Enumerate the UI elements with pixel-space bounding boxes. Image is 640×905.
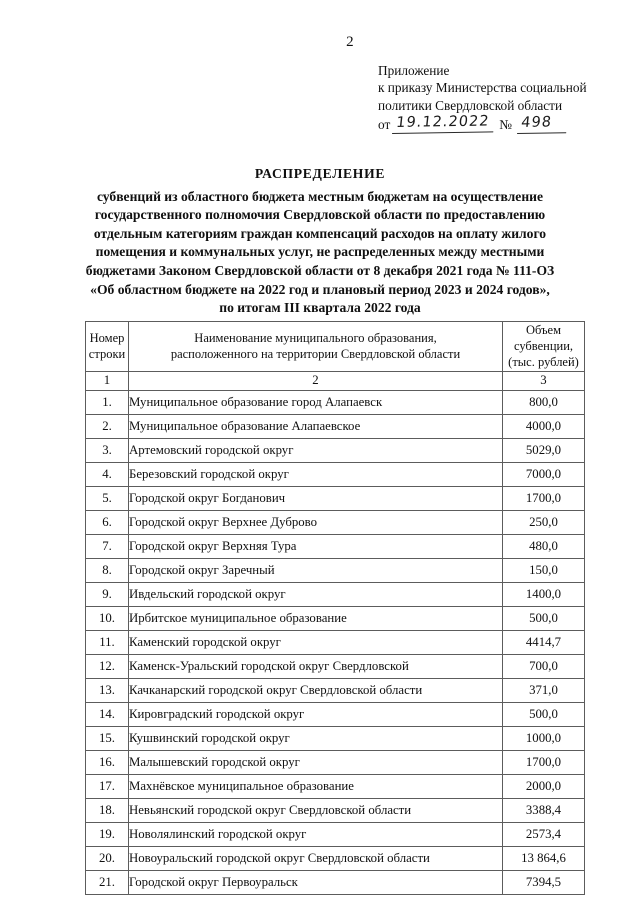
subvention-amount-cell: 371,0: [503, 678, 585, 702]
column-number: 2: [129, 371, 503, 390]
table-row: [86, 870, 585, 894]
number-label: №: [499, 117, 512, 133]
municipality-name-cell: Артемовский городской округ: [129, 438, 503, 462]
subvention-amount-cell: 2000,0: [503, 774, 585, 798]
subtitle-line: по итогам III квартала 2022 года: [219, 300, 421, 316]
subtitle-line: государственного полномочия Свердловской области по предоставлению: [94, 207, 546, 223]
subvention-amount-cell: 7394,5: [503, 870, 585, 894]
column-number: 3: [503, 371, 585, 390]
subvention-amount-cell: 7000,0: [503, 462, 585, 486]
subvention-amount-cell: 500,0: [503, 606, 585, 630]
subtitle-line: «Об областном бюджете на 2022 год и плановый период 2023 и 2024 годов»,: [90, 281, 550, 297]
row-number-cell: 19.: [86, 822, 129, 846]
municipality-name-cell: Березовский городской округ: [129, 462, 503, 486]
subvention-amount-cell: 1700,0: [503, 486, 585, 510]
subvention-amount-cell: 4000,0: [503, 414, 585, 438]
subvention-amount-cell: 4414,7: [503, 630, 585, 654]
subtitle-line: помещения и коммунальных услуг, не распределенных между местными: [95, 244, 545, 260]
table-row: [86, 438, 585, 462]
table-row: [86, 702, 585, 726]
municipality-name-cell: Муниципальное образование Алапаевское: [129, 414, 503, 438]
subvention-amount-cell: 800,0: [503, 390, 585, 414]
municipality-name-cell: Кушвинский городской округ: [129, 726, 503, 750]
subvention-amount-cell: 1700,0: [503, 750, 585, 774]
subvention-amount-cell: 700,0: [503, 654, 585, 678]
table-row: [86, 846, 585, 870]
municipality-name-cell: Невьянский городской округ Свердловской области: [129, 798, 503, 822]
municipality-name-cell: Городской округ Заречный: [129, 558, 503, 582]
table-row: [86, 630, 585, 654]
approval-date-number-line: [378, 115, 628, 134]
table-header: [86, 322, 585, 391]
municipality-name-cell: Махнёвское муниципальное образование: [129, 774, 503, 798]
approval-line-1: Приложение: [378, 63, 450, 78]
table-row: [86, 750, 585, 774]
municipality-name-cell: Городской округ Верхнее Дуброво: [129, 510, 503, 534]
table-header-row: [86, 322, 585, 372]
row-number-cell: 15.: [86, 726, 129, 750]
municipality-name-cell: Кировградский городской округ: [129, 702, 503, 726]
row-number-cell: 9.: [86, 582, 129, 606]
row-number-cell: 20.: [86, 846, 129, 870]
row-number-cell: 18.: [86, 798, 129, 822]
subvention-amount-cell: 13 864,6: [503, 846, 585, 870]
document-subtitle: [58, 188, 582, 318]
municipality-name-cell: Новоуральский городской округ Свердловской области: [129, 846, 503, 870]
municipality-name-cell: Городской округ Первоуральск: [129, 870, 503, 894]
municipality-name-cell: Каменск-Уральский городской округ Свердловской: [129, 654, 503, 678]
header-subvention-amount: [503, 322, 585, 372]
row-number-cell: 3.: [86, 438, 129, 462]
row-number-cell: 4.: [86, 462, 129, 486]
date-label: от: [378, 117, 391, 133]
row-number-cell: 11.: [86, 630, 129, 654]
header-municipality-line: Наименование муниципального образования,: [194, 331, 437, 346]
row-number-cell: 1.: [86, 390, 129, 414]
municipality-name-cell: Ивдельский городской округ: [129, 582, 503, 606]
subvention-amount-cell: 500,0: [503, 702, 585, 726]
municipality-name-cell: Каменский городской округ: [129, 630, 503, 654]
table-row: [86, 726, 585, 750]
table-column-number-row: [86, 371, 585, 390]
header-subvention-line: субвенции,: [513, 339, 574, 354]
subvention-amount-cell: 480,0: [503, 534, 585, 558]
handwritten-order-number: 498: [517, 114, 568, 134]
table-row: [86, 414, 585, 438]
header-row-number-line: Номер: [89, 331, 125, 346]
table-row: [86, 558, 585, 582]
document-title-block: [58, 165, 582, 318]
municipality-name-cell: Качканарский городской округ Свердловской области: [129, 678, 503, 702]
municipality-name-cell: Городской округ Богданович: [129, 486, 503, 510]
table-row: [86, 774, 585, 798]
subtitle-line: бюджетами Законом Свердловской области от 8 декабря 2021 года № 111-ОЗ: [85, 262, 555, 278]
row-number-cell: 8.: [86, 558, 129, 582]
table-body: [86, 390, 585, 894]
approval-line-2: к приказу Министерства социальной: [378, 80, 587, 96]
page-number: 2: [346, 34, 354, 50]
row-number-cell: 6.: [86, 510, 129, 534]
subtitle-line: субвенций из областного бюджета местным бюджетам на осуществление: [96, 188, 544, 204]
row-number-cell: 16.: [86, 750, 129, 774]
table-row: [86, 606, 585, 630]
subvention-amount-cell: 5029,0: [503, 438, 585, 462]
municipality-name-cell: Городской округ Верхняя Тура: [129, 534, 503, 558]
header-subvention-line: Объем: [526, 323, 561, 337]
header-row-number: [86, 322, 129, 372]
table-row: [86, 462, 585, 486]
subtitle-line: отдельным категориям граждан компенсаций расходов на оплату жилого: [93, 225, 547, 241]
row-number-cell: 10.: [86, 606, 129, 630]
subvention-amount-cell: 1000,0: [503, 726, 585, 750]
handwritten-date: 19.12.2022: [392, 114, 495, 135]
subvention-amount-cell: 2573,4: [503, 822, 585, 846]
municipality-name-cell: Новолялинский городской округ: [129, 822, 503, 846]
municipality-name-cell: Ирбитское муниципальное образование: [129, 606, 503, 630]
subvention-amount-cell: 150,0: [503, 558, 585, 582]
subvention-amount-cell: 1400,0: [503, 582, 585, 606]
header-row-number-line: строки: [88, 347, 126, 362]
table-row: [86, 678, 585, 702]
row-number-cell: 2.: [86, 414, 129, 438]
row-number-cell: 14.: [86, 702, 129, 726]
table-row: [86, 822, 585, 846]
row-number-cell: 17.: [86, 774, 129, 798]
table-row: [86, 486, 585, 510]
approval-line-3: политики Свердловской области: [378, 97, 563, 113]
municipality-name-cell: Муниципальное образование город Алапаевск: [129, 390, 503, 414]
row-number-cell: 12.: [86, 654, 129, 678]
row-number-cell: 21.: [86, 870, 129, 894]
row-number-cell: 5.: [86, 486, 129, 510]
subvention-amount-cell: 250,0: [503, 510, 585, 534]
table-row: [86, 582, 585, 606]
header-subvention-line: (тыс. рублей): [508, 355, 579, 370]
row-number-cell: 13.: [86, 678, 129, 702]
subvention-amount-cell: 3388,4: [503, 798, 585, 822]
approval-block: [378, 62, 628, 135]
subventions-table: [85, 321, 585, 895]
column-number: 1: [86, 371, 129, 390]
table-row: [86, 534, 585, 558]
table-row: [86, 798, 585, 822]
table-row: [86, 654, 585, 678]
table-row: [86, 390, 585, 414]
header-municipality-name: [129, 322, 503, 372]
municipality-name-cell: Малышевский городской округ: [129, 750, 503, 774]
header-municipality-line: расположенного на территории Свердловской области: [170, 347, 461, 362]
table-row: [86, 510, 585, 534]
row-number-cell: 7.: [86, 534, 129, 558]
page-title: РАСПРЕДЕЛЕНИЕ: [254, 166, 386, 181]
